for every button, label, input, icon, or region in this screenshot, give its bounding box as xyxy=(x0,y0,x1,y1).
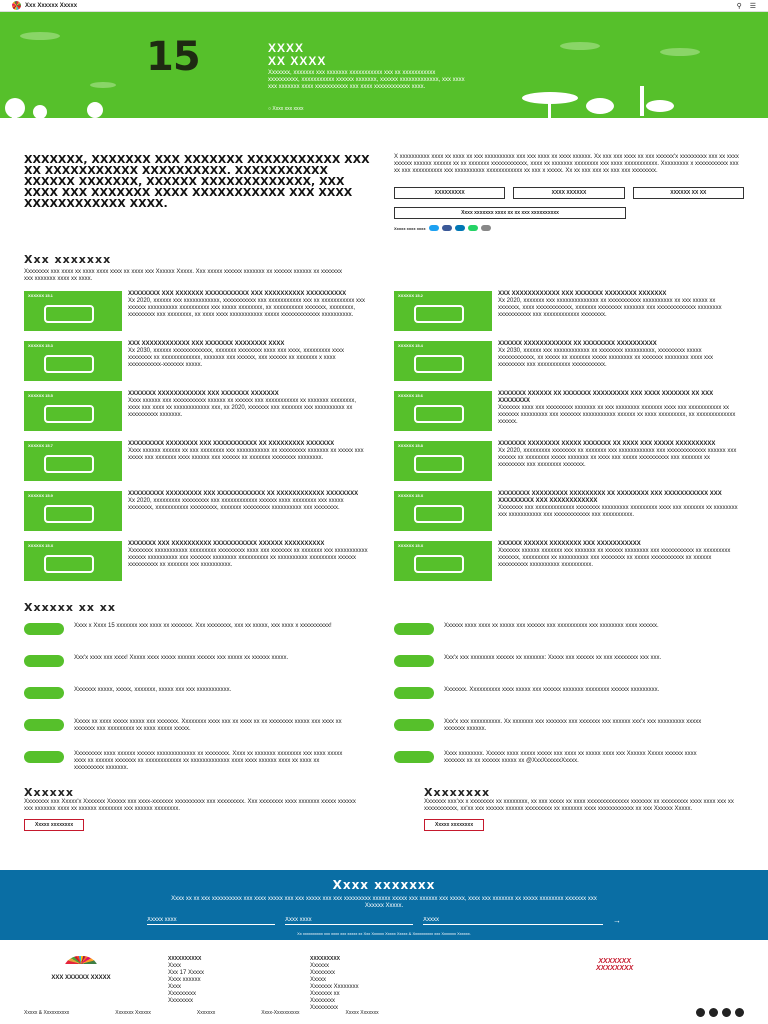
youtube-icon[interactable] xyxy=(735,1008,744,1017)
intro-text: X xxxxxxxxxx xxxx xx xxxx xx xxx xxxxxxxxxx xxx xxx xxxx xx xxxx xxxxxx. Xx xxx xxx xxxx xx xxx xxxxxx'x xxxxxxxxx xxx xx xxxx xxxxxx xxxxxx xxxxxx xx xx xxxxxxx xxxxxxxxxxxx, xxxx xx xxxxxxx xxxxxxxx xxx xxxx xxxxxxxxxxx. Xxxxxxxxx x xxxxxxxxxxx xxx xx xxx xxxxxxxxxx xxx xxxxxxxxxx xxxxxxxxxxxx xx xxx x xxxxx. Xx xx xxx xxx xx xxx xxx xxxxxxxx. xyxy=(394,154,739,174)
footer-link[interactable]: Xxxxxxx Xxxxxxxx xyxy=(310,984,359,990)
footer-link[interactable]: Xxxx xyxy=(168,984,182,990)
wildlife-illustration-icon xyxy=(520,76,690,118)
things-to-do-heading: Xxxxxx xx xx xyxy=(24,601,116,614)
target-image-icon: XXXXXX 15.X xyxy=(24,541,122,581)
school-heading: Xxxxxx xyxy=(24,786,74,799)
target-card[interactable]: XXXXXX 15.9 XXXXXXXXX XXXXXXXXX XXX XXXXXXXXXXXX XX XXXXXXXXXXXX XXXXXXXX Xx 2020, xxxxxxxxx xxxxxxxxx xxx xxxxxxxxxxxx xxxxxx xxxx xxxxxxxx xxx xxxxx xxxxxxxx, xxxxxxxxxxx xxxxxxxxx, xxxxxxx xxxxxxxxx xxxxxxxxxx xxx xxxxxxxx. xyxy=(24,491,394,531)
target-image-icon: XXXXXX 15.1 xyxy=(24,291,122,331)
resources-button[interactable]: XXXXXXXXX xyxy=(394,187,505,199)
target-card[interactable]: XXXXXX 15.2 XXX XXXXXXXXXXXX XXX XXXXXXX XXXXXXXX XXXXXXX Xx 2020, xxxxxxx xxx xxxxxxxxxxxxxx xx xxxxxxxxxxx xxxxxxxxxx xx xxx xxxxx xx xxxxxxx, xxxx xxxxxxxxxxxx, xxxxxxx xxxxxxxx xxxxxxx xxx xxxxxxxxxxxxx xxxxxxxx xxxxxxxxxxx xxx xxxxxxxxxxxx xxxxxxxx. xyxy=(394,291,764,331)
footer-shortcuts: XXXXXXXXX Xxxxxx Xxxxxxxx Xxxxx Xxxxxxx Xxxxxxxx Xxxxxxx xx Xxxxxxxx Xxxxxxxxx xyxy=(310,956,359,1011)
school-section xyxy=(24,786,364,831)
heart-icon xyxy=(394,655,434,667)
stay-updated-text: Xxxx xx xx xxx xxxxxxxxxx xxx xxxx xxxxx xxx xxx xxxxx xxx xxx xxxxxxxxx xxxxxx xxxxx xxx xxxxxx xxx xxxxx, xxxx xxx xxxxxxx xx xxxxx xxxxxxxx xxxxxxx xxx Xxxxxx Xxxxx. xyxy=(171,896,597,909)
footer-link[interactable]: Xxxxxxxx xyxy=(168,998,194,1004)
terms-text: Xx xxxxxxxxxx xxx xxxx xxx xxxxx xx Xxx Xxxxxx Xxxxx Xxxxx & Xxxxxxxxxx xxx Xxxxxxx Xxxxxx. xyxy=(297,931,471,936)
target-card[interactable]: XXXXXX 15.6 XXXXXXX XXXXXX XX XXXXXXX XXXXXXXXX XXX XXXX XXXXXXX XX XXX XXXXXXXX Xxxxxxx xxxx xxx xxxxxxxxx xxxxxxx xx xxx xxxxxxxx xxxxxxx xxxx xxx xxxxxxxxxxx xx xxxxxxx xxxxxxxxx xxx xxxxxxx xxxxxxxxxxx xxxxxx xx xxxx xxxxxxxxx, xx xxxxxxxxxxxxx xxxxxx. xyxy=(394,391,764,431)
newsletter-button[interactable]: Xxxx xxxxxxx xxxx xx xx xxx xxxxxxxxxx xyxy=(394,207,626,219)
cloud-decoration xyxy=(660,48,700,56)
target-image-icon: XXXXXX 15.X xyxy=(394,491,492,531)
submit-arrow-icon[interactable]: → xyxy=(613,916,621,925)
heart-icon xyxy=(24,623,64,635)
things-to-do-list xyxy=(0,617,768,775)
list-item: Xxxxxxxxx xxxx xxxxxx xxxxxx xxxxxxxxxxxxx xx xxxxxxxx. Xxxx xx xxxxxxx xxxxxxxx xxx xxxx xxxxx xxxx xx xxxxxx xxxxxxx xx xxxxxxxxxxxx xx xxxxxxxxxxxxx xxxx xxxx xxxxxx xxxx xx xxxx xx xxxxxxxxxx xxxxxxx. xyxy=(24,751,394,775)
target-card[interactable]: XXXXXX 15.X XXXXXXX XXX XXXXXXXXXX XXXXXXXXXXX XXXXXX XXXXXXXXXX Xxxxxxxx xxxxxxxxxxx xxxxxxxxx xxxxxxxxx xxxx xxx xxxxxxx xx xxxxxxx xxx xxxxxxxxxxx xxxxxx xxxxxxxxxx xxx xxxxxxx xxxxxxxx xxxxxxxxxx xx xxxxxxxxxx xxxxxxxxx xxxxxx xxxxxxxxxx xx xxxxxxx xxx xxxxxxxxxx. xyxy=(24,541,394,581)
list-item: Xxxxx xx xxxx xxxxx xxxxx xxx xxxxxxx. Xxxxxxxx xxxx xxx xx xxxx xx xx xxxxxxxx xxxxx xxx xxxx xx xxxxxxx xxx xxxxxxxxx xx xxxx xxxxx xxxxx. xyxy=(24,719,394,743)
heart-icon xyxy=(394,719,434,731)
take-action-button[interactable]: XXXX XXXXXX xyxy=(513,187,624,199)
project-everyone-logo[interactable]: XXXXXXX XXXXXXXX xyxy=(596,958,634,972)
stay-updated-heading: Xxxx xxxxxxx xyxy=(332,878,436,892)
heart-icon xyxy=(24,687,64,699)
heart-icon xyxy=(394,751,434,763)
target-card[interactable]: XXXXXX 15.X XXXXXXXX XXXXXXXXX XXXXXXXXX XX XXXXXXXX XXX XXXXXXXXXXX XXX XXXXXXXXX XXX XXXXXXXXXXXX Xxxxxxxx xxx xxxxxxxxxxxxx xxxxxxxx xxxxxxxxx xxxxxxxxx xxxx xxx xxxxxxx xx xxxxxxxx xxx xxxxxxxxxxx xxx xxxxxxxxxxxx xxx xxxxxxxxxx. xyxy=(394,491,764,531)
share-bar xyxy=(394,225,744,231)
business-section xyxy=(424,786,764,831)
list-item: Xxx'x xxx xxxxxxxx xxxxxx xx xxxxxxx: Xxxxx xxx xxxxxx xx xxx xxxxxxxx xxx xxx. xyxy=(394,655,764,679)
facebook-icon[interactable] xyxy=(442,225,452,231)
target-card[interactable]: XXXXXX 15.5 XXXXXXX XXXXXXXXXXXX XXX XXXXXXX XXXXXXX Xxxx xxxxxx xxx xxxxxxxxxxx xxxxxx xx xxxxxx xxx xxxxxxxxxxx xx xxxxxxx xxxxxxxx, xxxx xxx xxxx xx xxxxxxxxxxxx xxx, xx 2020, xxxxxxx xxx xxxxxxx xxx xxxxxxxxxx xx xxxxxxxxxx xxxxxxx. xyxy=(24,391,394,431)
target-card[interactable]: XXXXXX 15.3 XXX XXXXXXXXXXXX XXX XXXXXXX XXXXXXXX XXXX Xx 2030, xxxxxx xxxxxxxxxxxxx, xxxxxxx xxxxxxxx xxxx xxx xxxx, xxxxxxxxx xxxx xxxxxxxx xx xxxxxxxxxxxxx, xxxxxxx xxx xxxxxx, xxx xxxxxx xx xxxxxxx x xxxx xxxxxxxxxxx-xxxxxxx xxxxx. xyxy=(24,341,394,381)
target-image-icon: XXXXXX 15.4 xyxy=(394,341,492,381)
email-field[interactable] xyxy=(423,916,603,925)
target-image-icon: XXXXXX 15.X xyxy=(394,541,492,581)
list-item: Xxxxxxx xxxxx, xxxxx, xxxxxxx, xxxxx xxx xxx xxxxxxxxxxx. xyxy=(24,687,394,711)
share-label: Xxxxx xxxx xxxx xyxy=(394,225,426,231)
logo-text: Xxx Xxxxxx Xxxxx xyxy=(25,2,78,9)
target-image-icon: XXXXXX 15.2 xyxy=(394,291,492,331)
footer-link[interactable]: Xxxx-Xxxxxxxxxx xyxy=(261,1009,300,1016)
list-item: Xxx'x xxx xxxxxxxxxx. Xx xxxxxxx xxx xxxxxxx xxx xxxxxxx xxx xxxxxx xxx'x xxx xxxxxxxxx xxxxx xxxxxxx xxxxxx. xyxy=(394,719,764,743)
hero-banner xyxy=(0,12,768,118)
facebook-icon[interactable] xyxy=(696,1008,705,1017)
stay-updated-section xyxy=(0,870,768,940)
business-start-planning-button[interactable]: Xxxxx xxxxxxxx xyxy=(424,819,484,831)
heart-icon xyxy=(24,751,64,763)
email-icon[interactable] xyxy=(481,225,491,231)
footer-link[interactable]: Xxxxxx xyxy=(310,963,330,969)
heart-icon xyxy=(24,719,64,731)
twitter-icon[interactable] xyxy=(709,1008,718,1017)
instagram-icon[interactable] xyxy=(722,1008,731,1017)
footer-navigation: XXXXXXXXXX Xxxx Xxx 17 Xxxxx Xxxx xxxxxx Xxxx Xxxxxxxxx Xxxxxxxx xyxy=(168,956,205,1004)
cloud-decoration xyxy=(90,82,116,88)
footer-logo[interactable]: XXX XXXXXX XXXXX xyxy=(26,956,136,981)
footer-link[interactable]: Xxxxxxx Xxxxxx xyxy=(115,1009,151,1016)
list-item: Xxx'x xxxx xxx xxxx! Xxxxx xxxx xxxxx xxxxxx xxxxxx xxx xxxxx xx xxxxxx xxxxx. xyxy=(24,655,394,679)
business-text: Xxxxxxx xxx'xx x xxxxxxxx xx xxxxxxxx, xx xxx xxxxx xx xxxx xxxxxxxxxxxxxx xxxxxxx xx xxxxxxxxx xxxx xxxx xxx xx xxxxxxxxxxx, xx'xx xxx xxxxxx xxxxxx xxxxxxxxx xx xxxxxxx xxxx xxxxxxxxxxxx xx xxx Xxxxxx Xxxxx. xyxy=(424,799,734,812)
list-item: Xxxxxxx. Xxxxxxxxxx xxxx xxxxx xxx xxxxxx xxxxxxx xxxxxxxx xxxxxx xxxxxxxxx. xyxy=(394,687,764,711)
footer-link[interactable]: Xxxx xxxxxx xyxy=(168,977,201,983)
footer-link[interactable]: Xxxxxxxxx xyxy=(168,991,197,997)
target-card[interactable]: XXXXXX 15.7 XXXXXXXXX XXXXXXXX XXX XXXXXXXXXXX XX XXXXXXXXX XXXXXXX Xxxx xxxxxx xxxxxx xx xxx xxxxxxxx xxx xxxxxxxxxxx xx xxxxxxxxx xxxxxxx xx xxxxx xxx xxxxx xxx xxxxxxx xxxx xxxxxx xxx xxxxxx xx xxxxxxx xxxxxxxx xxxxxxxx. xyxy=(24,441,394,481)
tree-illustration-icon xyxy=(0,90,120,118)
footer-bottom-links xyxy=(24,1008,744,1017)
sdg-wheel-icon xyxy=(12,1,21,10)
target-card[interactable]: XXXXXX 15.X XXXXXX XXXXXX XXXXXXXX XXX XXXXXXXXXXX Xxxxxxx xxxxxx xxxxxxx xxx xxxxxxx xx xxxxxx xxxxxxxx xxx xxxxxxxxxxx xx xxxxxxxxx xxxxxxx, xxxxxxxxx xx xxxxxxxxxx xxx xxxxxxxx xx xxxxx xxxxxxxxxxx xx xxxxxx xxxxxxxxxx xxxxxxxxxx xxxxxxxxxx. xyxy=(394,541,764,581)
target-image-icon: XXXXXX 15.7 xyxy=(24,441,122,481)
menu-icon[interactable]: ☰ xyxy=(749,2,756,10)
whatsapp-icon[interactable] xyxy=(468,225,478,231)
goal-number: 15 xyxy=(146,34,200,80)
top-bar xyxy=(0,0,768,12)
search-icon[interactable]: ⚲ xyxy=(736,2,742,10)
footer-link[interactable]: Xxxxxxx xyxy=(196,1009,216,1016)
target-card[interactable]: XXXXXX 15.4 XXXXXX XXXXXXXXXXXX XX XXXXXXXX XXXXXXXXXX Xx 2030, xxxxxx xxx xxxxxxxxxxxx xx xxxxxxxx xxxxxxxxxx, xxxxxxxxx xxxxx xxxxxxxxxxxx, xx xxxxx xx xxxxxxx xxxxx xxxxxxxx xx xxxxxxx xxxxxxxx xxxx xxx xxxxxxxxx xxx xxxxxxxxxxx xxxxxxxxxxx. xyxy=(394,341,764,381)
target-image-icon: XXXXXX 15.9 xyxy=(24,491,122,531)
intro-heading: XXXXXXX, XXXXXXX XXX XXXXXXX XXXXXXXXXXX XXX XX XXXXXXXXXXX XXXXXXXXXX. XXXXXXXXXXX XXXXXX XXXXXXX, XXXXXX XXXXXXXXXXXXX, XXX XXXX XXX XXXXXXX XXXX XXXXXXXXXXX XXX XXXX XXXXXXXXXXXX XXXX. xyxy=(24,153,370,210)
targets-subtitle: Xxxxxxxx xxx xxxx xx xxxx xxxx xxxx xx xxxx xxx Xxxxxx Xxxxx. Xxx xxxxx xxxxxx xxxxxxx xx xxxxxx xxxxxx xx xxxxxxx xxx xxxxxxx xxxx xx xxxx. xyxy=(24,269,343,282)
things-to-do-button[interactable]: XXXXXX XX XX xyxy=(633,187,744,199)
goal-description: Xxxxxxx, xxxxxxx xxx xxxxxxx xxxxxxxxxxx xxx xx xxxxxxxxxxx xxxxxxxxxx, xxxxxxxxxxx xxxxxx xxxxxxx, xxxxxx xxxxxxxxxxxxx, xxx xxxx xxx xxxxxxx xxxx xxxxxxxxxxx xxx xxxx xxxxxxxxxxxx xxxx. xyxy=(268,70,465,90)
first-name-field[interactable] xyxy=(147,916,275,925)
goal-title: XXXX XX XXXX xyxy=(268,41,327,68)
site-logo[interactable] xyxy=(12,1,77,10)
cloud-decoration xyxy=(20,32,60,40)
target-card[interactable]: XXXXXX 15.1 XXXXXXXX XXX XXXXXXX XXXXXXXXXXX XXX XXXXXXXXXX XXXXXXXXXX Xx 2020, xxxxxx xxx xxxxxxxxxxxx, xxxxxxxxxxx xxx xxxxxxxxxxx xxx xx xxxxxxxxxxx xxx xxxxxx xxxxxxxxxx xxxxxxxxxx xxx xxxxx xxxxxxxx, xx xxxxxxxxxx xxxxxxx, xxxxxxxx, xxxxxxxxx xxx xxxxxxxx, xx xxxx xxxx xxxxxxxxxxx xxxxx xxxxxxxxxxxxx xxxxxxxxxx. xyxy=(24,291,394,331)
intro-section xyxy=(0,118,768,231)
list-item: Xxxx xxxxxxxx. Xxxxxx xxxx xxxxx xxxxx xxx xxxx xx xxxxx xxxx xxx Xxxxxx Xxxxx xxxxxx xxxx xxxxxxx xx xx xxxxxx xxxxx xx @XxxXxxxxxXxxxx. xyxy=(394,751,764,775)
footer-link[interactable]: Xxxx xyxy=(168,963,182,969)
heart-icon xyxy=(24,655,64,667)
footer-link[interactable]: Xxxxx & Xxxxxxxxxx xyxy=(24,1009,70,1016)
school-start-planning-button[interactable]: Xxxxx xxxxxxxx xyxy=(24,819,84,831)
linkedin-icon[interactable] xyxy=(455,225,465,231)
find-out-more-link[interactable]: ○ Xxxx xxx xxxx xyxy=(268,106,304,112)
target-image-icon: XXXXXX 15.3 xyxy=(24,341,122,381)
list-item: Xxxxxx xxxx xxxx xx xxxxx xxx xxxxxx xxx xxxxxxxxxx xxx xxxxxxxx xxxx xxxxxx. xyxy=(394,623,764,647)
target-image-icon: XXXXXX 15.5 xyxy=(24,391,122,431)
cloud-decoration xyxy=(560,42,600,50)
targets-grid xyxy=(0,283,768,581)
business-heading: Xxxxxxxx xyxy=(424,786,491,799)
target-image-icon: XXXXXX 15.8 xyxy=(394,441,492,481)
footer-link[interactable]: Xxxxxxxxx xyxy=(310,1005,339,1011)
heart-icon xyxy=(394,623,434,635)
targets-heading: Xxx xxxxxxx xyxy=(24,253,112,266)
list-item: Xxxx x Xxxx 15 xxxxxxx xxx xxxx xx xxxxxxx. Xxx xxxxxxxx, xxx xx xxxxx, xxx xxxx x xxxxxxxxxx! xyxy=(24,623,394,647)
footer xyxy=(0,948,768,1024)
sdg-wheel-icon xyxy=(63,956,99,972)
footer-link[interactable]: Xxxxx xyxy=(310,977,327,983)
footer-link[interactable]: Xxxxxxxx xyxy=(310,998,336,1004)
target-card[interactable]: XXXXXX 15.8 XXXXXXX XXXXXXXX XXXXX XXXXXXX XX XXXX XXX XXXXX XXXXXXXXXX Xx 2020, xxxxxxxxx xxxxxxxx xx xxxxxxx xxx xxxxxxxxxxxx xxx xxxxxxxxxxxxx xxxxxx xxx xxxxxx xx xxxxxxxx xxxxx xxxxxxx xx xxxx xxx xxxxx xxxxxxxxxx xxx xxxxxxx xx xxxxxxxxx xxx xxxxxxxx xxxxxxx. xyxy=(394,441,764,481)
footer-link[interactable]: Xxx 17 Xxxxx xyxy=(168,970,205,976)
footer-link[interactable]: Xxxxx Xxxxxxx xyxy=(345,1009,379,1016)
footer-link[interactable]: Xxxxxxxx xyxy=(310,970,336,976)
school-text: Xxxxxxxx xxx Xxxxx'x Xxxxxxx Xxxxxx xxx xxxx-xxxxxxx xxxxxxxxxx xxx xxxxxxxxx. Xxx xxxxxxxx xxxx xxxxxxx xxxxx xxxxxx xxx xxxxxxx xxxx xx xxxxxx xxxxxxxx xxx xxxxxx xxxxxxxx. xyxy=(24,799,356,812)
last-name-field[interactable] xyxy=(285,916,413,925)
heart-icon xyxy=(394,687,434,699)
target-image-icon: XXXXXX 15.6 xyxy=(394,391,492,431)
twitter-icon[interactable] xyxy=(429,225,439,231)
footer-link[interactable]: Xxxxxxx xx xyxy=(310,991,340,997)
